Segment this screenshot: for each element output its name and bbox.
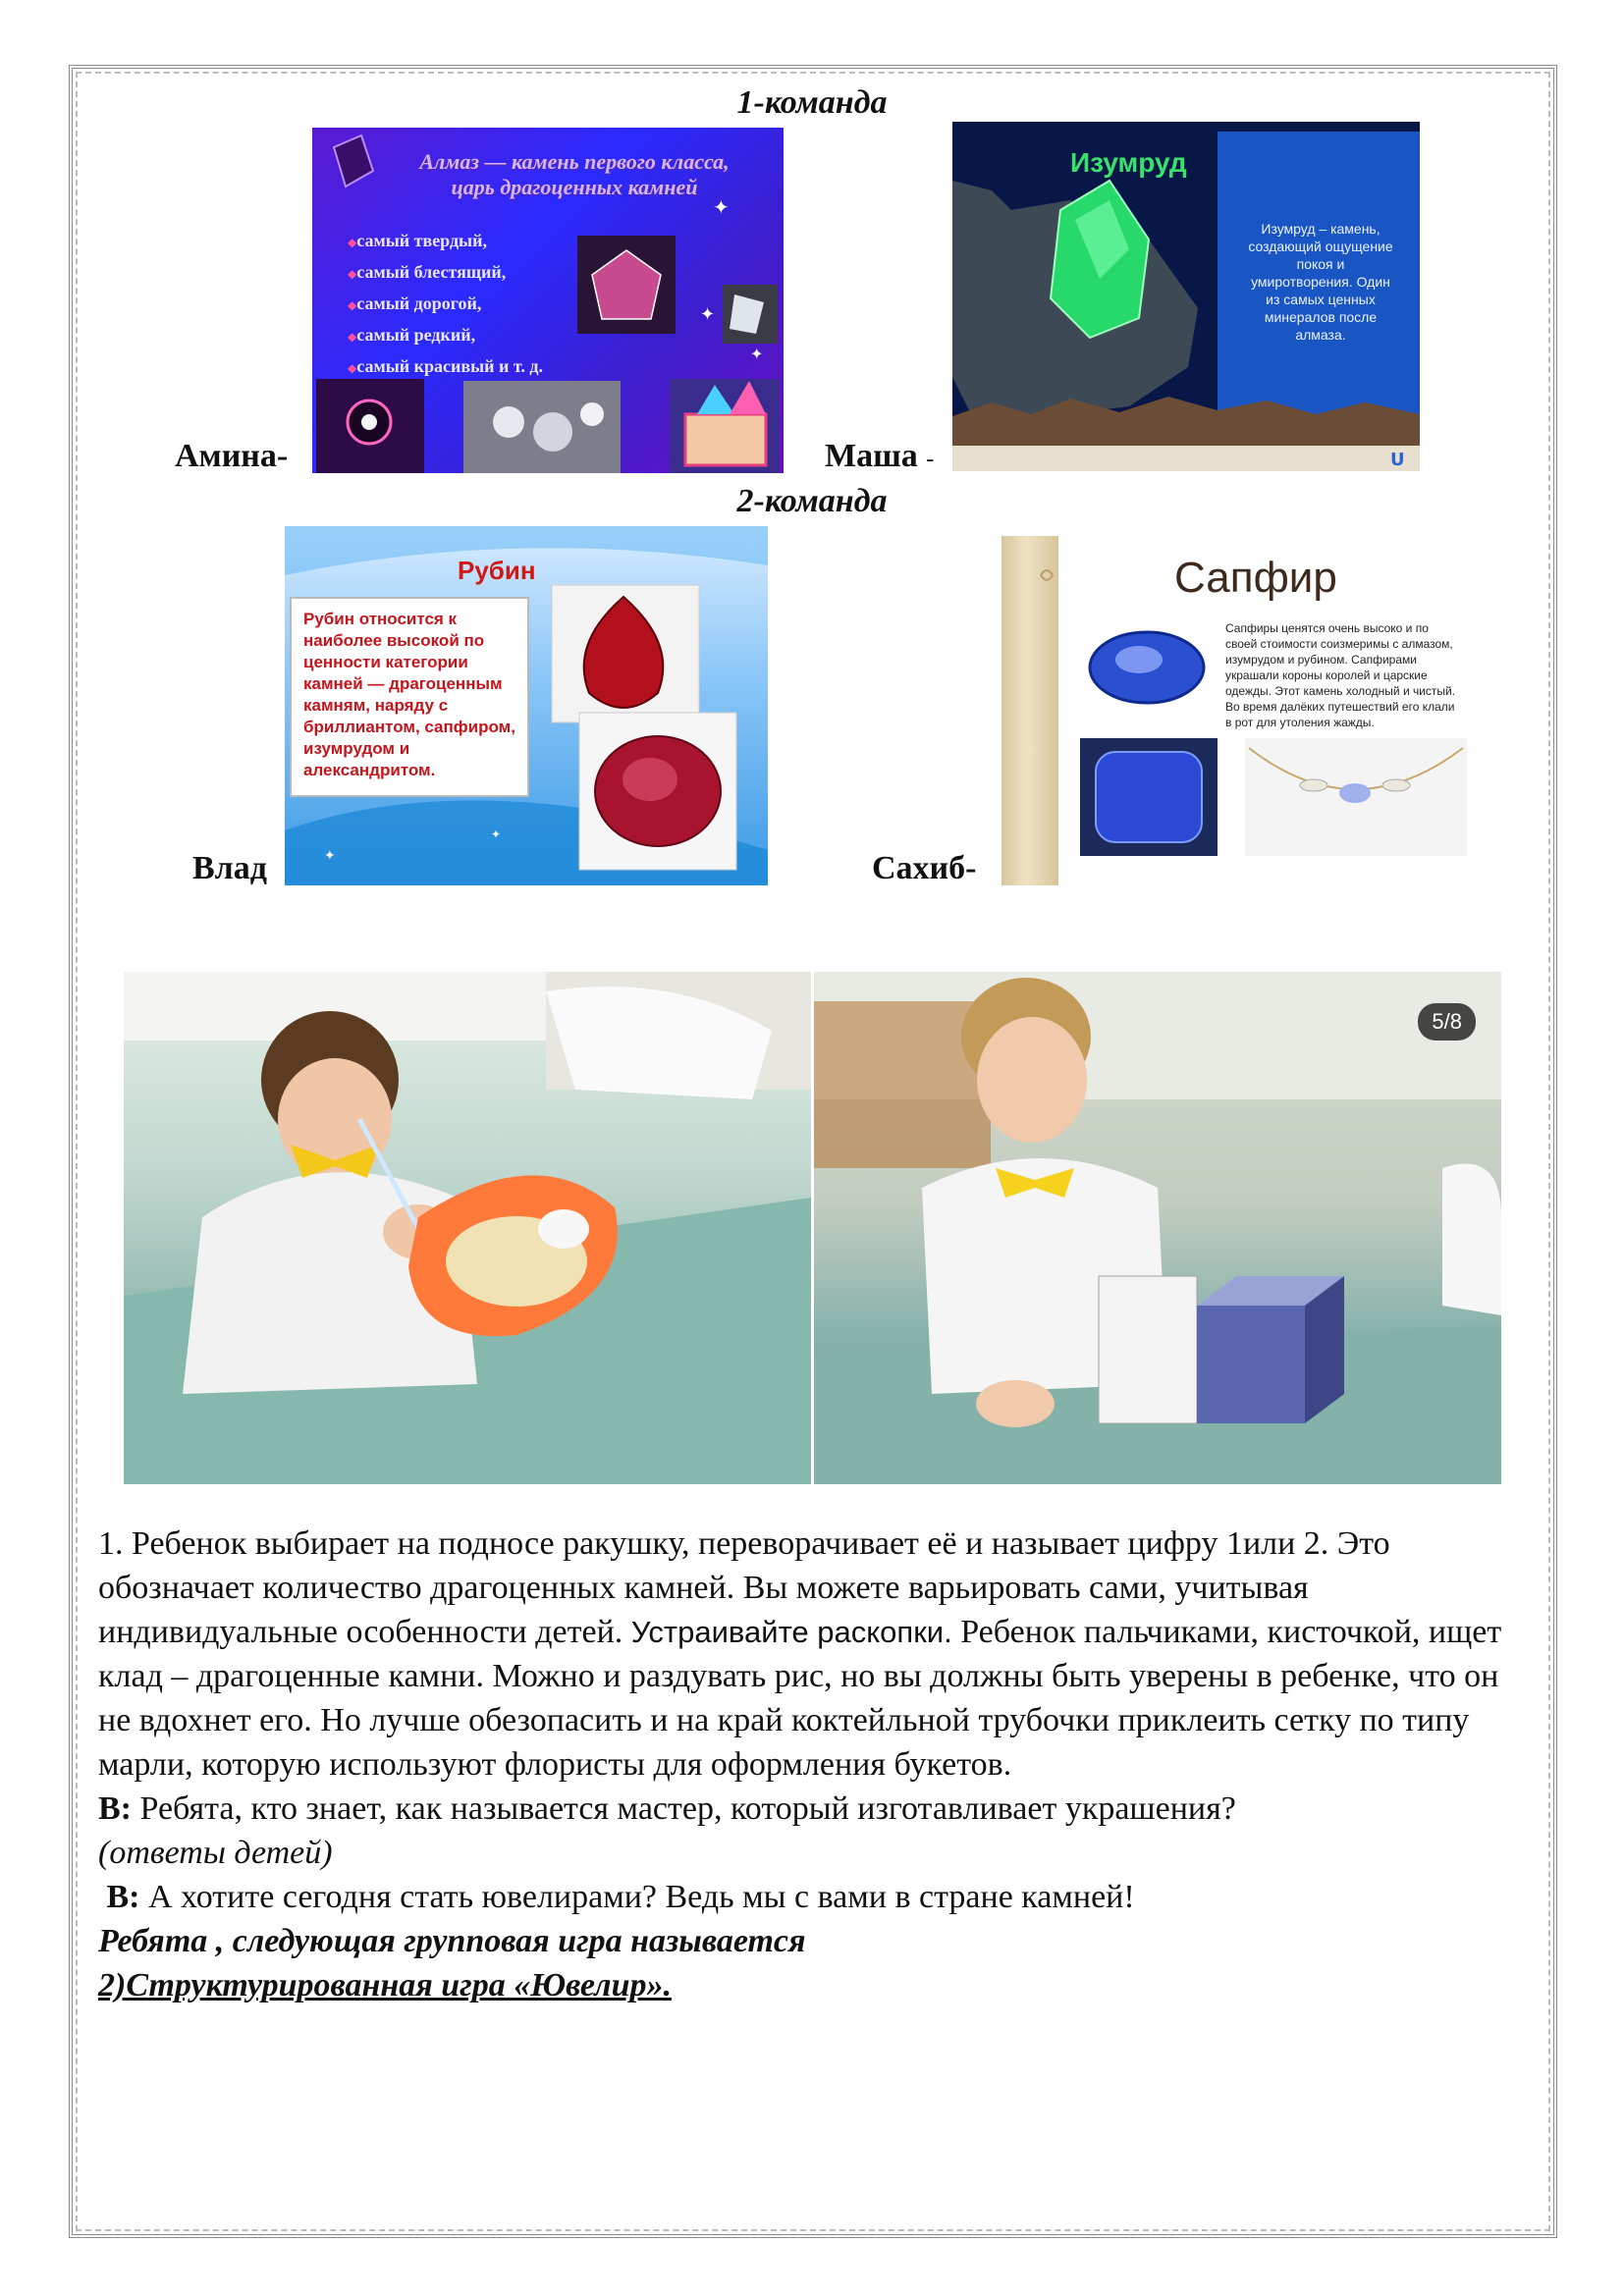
team-2-heading: 2-команда bbox=[736, 483, 888, 519]
emerald-title: Изумруд bbox=[1070, 147, 1187, 178]
paragraph-instructions: 1. Ребенок выбирает на подносе ракушку, переворачивает её и называет цифру 1или 2. Это обозначает количество драгоценных камней. Вы можете варьировать сами, учитывая индивидуальные особенности детей. Устраивайте раскопки. Ребенок пальчиками, кисточкой, ищет клад – драгоценные камни. Можно и раздувать рис, но вы должны быть уверены в ребенке, что он не вдохнет его. Но лучше обезопасить и на край коктейльной трубочки приклеить сетку по типу марли, которую используют флористы для оформления букетов. bbox=[98, 1525, 1502, 1783]
sparkle-icon: ✦ bbox=[713, 195, 730, 219]
slide-almaz bbox=[312, 128, 784, 473]
logo-icon: U bbox=[1390, 450, 1405, 470]
chest-icon bbox=[685, 414, 766, 465]
diamond-icon bbox=[334, 135, 373, 187]
almaz-bullet: ◆ самый редкий, bbox=[348, 320, 543, 351]
shell-with-number bbox=[538, 1209, 589, 1249]
label-masha: Маша - bbox=[825, 438, 935, 474]
label-sahib: Сахиб- bbox=[872, 850, 977, 886]
teacher-offer: В: А хотите сегодня стать ювелирами? Ведь мы с вами в стране камней! bbox=[106, 1879, 1135, 1915]
almaz-bullet: ◆ самый красивый и т. д. bbox=[348, 351, 543, 383]
ruby-textbox bbox=[290, 597, 529, 797]
almaz-decor bbox=[312, 128, 784, 473]
next-game-intro: Ребята , следующая групповая игра называется bbox=[98, 1923, 806, 1959]
photo-child-with-cube bbox=[814, 972, 1501, 1484]
teacher-question: В: Ребята, кто знает, как называется мастер, который изготавливает украшения? bbox=[98, 1790, 1236, 1827]
child-face bbox=[977, 1017, 1087, 1143]
team-1-heading: 1-команда bbox=[736, 84, 888, 121]
child-hand bbox=[976, 1380, 1055, 1427]
photo-1-illustration bbox=[124, 972, 811, 1484]
sapphire-decor bbox=[1001, 536, 1471, 885]
sapphire-title: Сапфир bbox=[1174, 554, 1337, 602]
almaz-bullet: ◆ самый твердый, bbox=[348, 226, 543, 257]
label-vlad: Влад bbox=[192, 850, 267, 886]
almaz-bullet: ◆ самый блестящий, bbox=[348, 257, 543, 289]
svg-text:✦: ✦ bbox=[491, 828, 502, 841]
pearl-icon bbox=[361, 414, 377, 430]
label-amina: Амина- bbox=[175, 438, 289, 474]
body-text bbox=[98, 1522, 1532, 2007]
sparkle-icon: ✦ bbox=[700, 304, 716, 325]
slide-emerald bbox=[952, 122, 1420, 471]
emerald-text: Изумруд – камень, создающий ощущение покоя и умиротворения. Один из самых ценных минералов после алмаза. bbox=[1248, 221, 1393, 343]
badge bbox=[1099, 1276, 1197, 1423]
other-child bbox=[1442, 1164, 1501, 1315]
slide-ruby bbox=[285, 526, 768, 885]
photo-2-illustration bbox=[814, 972, 1501, 1484]
photo-child-digging bbox=[124, 972, 811, 1484]
sapphire-cushion-icon bbox=[1096, 752, 1202, 842]
svg-text:✦: ✦ bbox=[324, 848, 336, 864]
game-title: 2)Структурированная игра «Ювелир». bbox=[98, 1967, 672, 2003]
slide-sapphire bbox=[1001, 536, 1471, 885]
ruby-text: Рубин относится к наиболее высокой по ценности категории камней — драгоценным камням, наряду с бриллиантом, сапфиром, изумрудом и александритом. bbox=[303, 610, 515, 779]
cube-box bbox=[1197, 1306, 1305, 1423]
sparkle-icon: ✦ bbox=[750, 345, 764, 363]
almaz-bullet: ◆ самый дорогой, bbox=[348, 289, 543, 320]
necklace-gem-icon bbox=[1339, 783, 1371, 803]
photo-counter-badge: 5/8 bbox=[1418, 1003, 1476, 1041]
children-answers: (ответы детей) bbox=[98, 1835, 333, 1871]
almaz-title: Алмаз — камень первого класса, царь драгоценных камней bbox=[419, 149, 730, 199]
ruby-title: Рубин bbox=[458, 556, 536, 585]
sapphire-text: Сапфиры ценятся очень высоко и по своей стоимости соизмеримы с алмазом, изумрудом и рубином. Сапфирами украшали короны королей и царские одежды. Этот камень холодный и чистый. Во время далёких путешествий его клали в рот для утоления жажды. bbox=[1225, 621, 1456, 729]
